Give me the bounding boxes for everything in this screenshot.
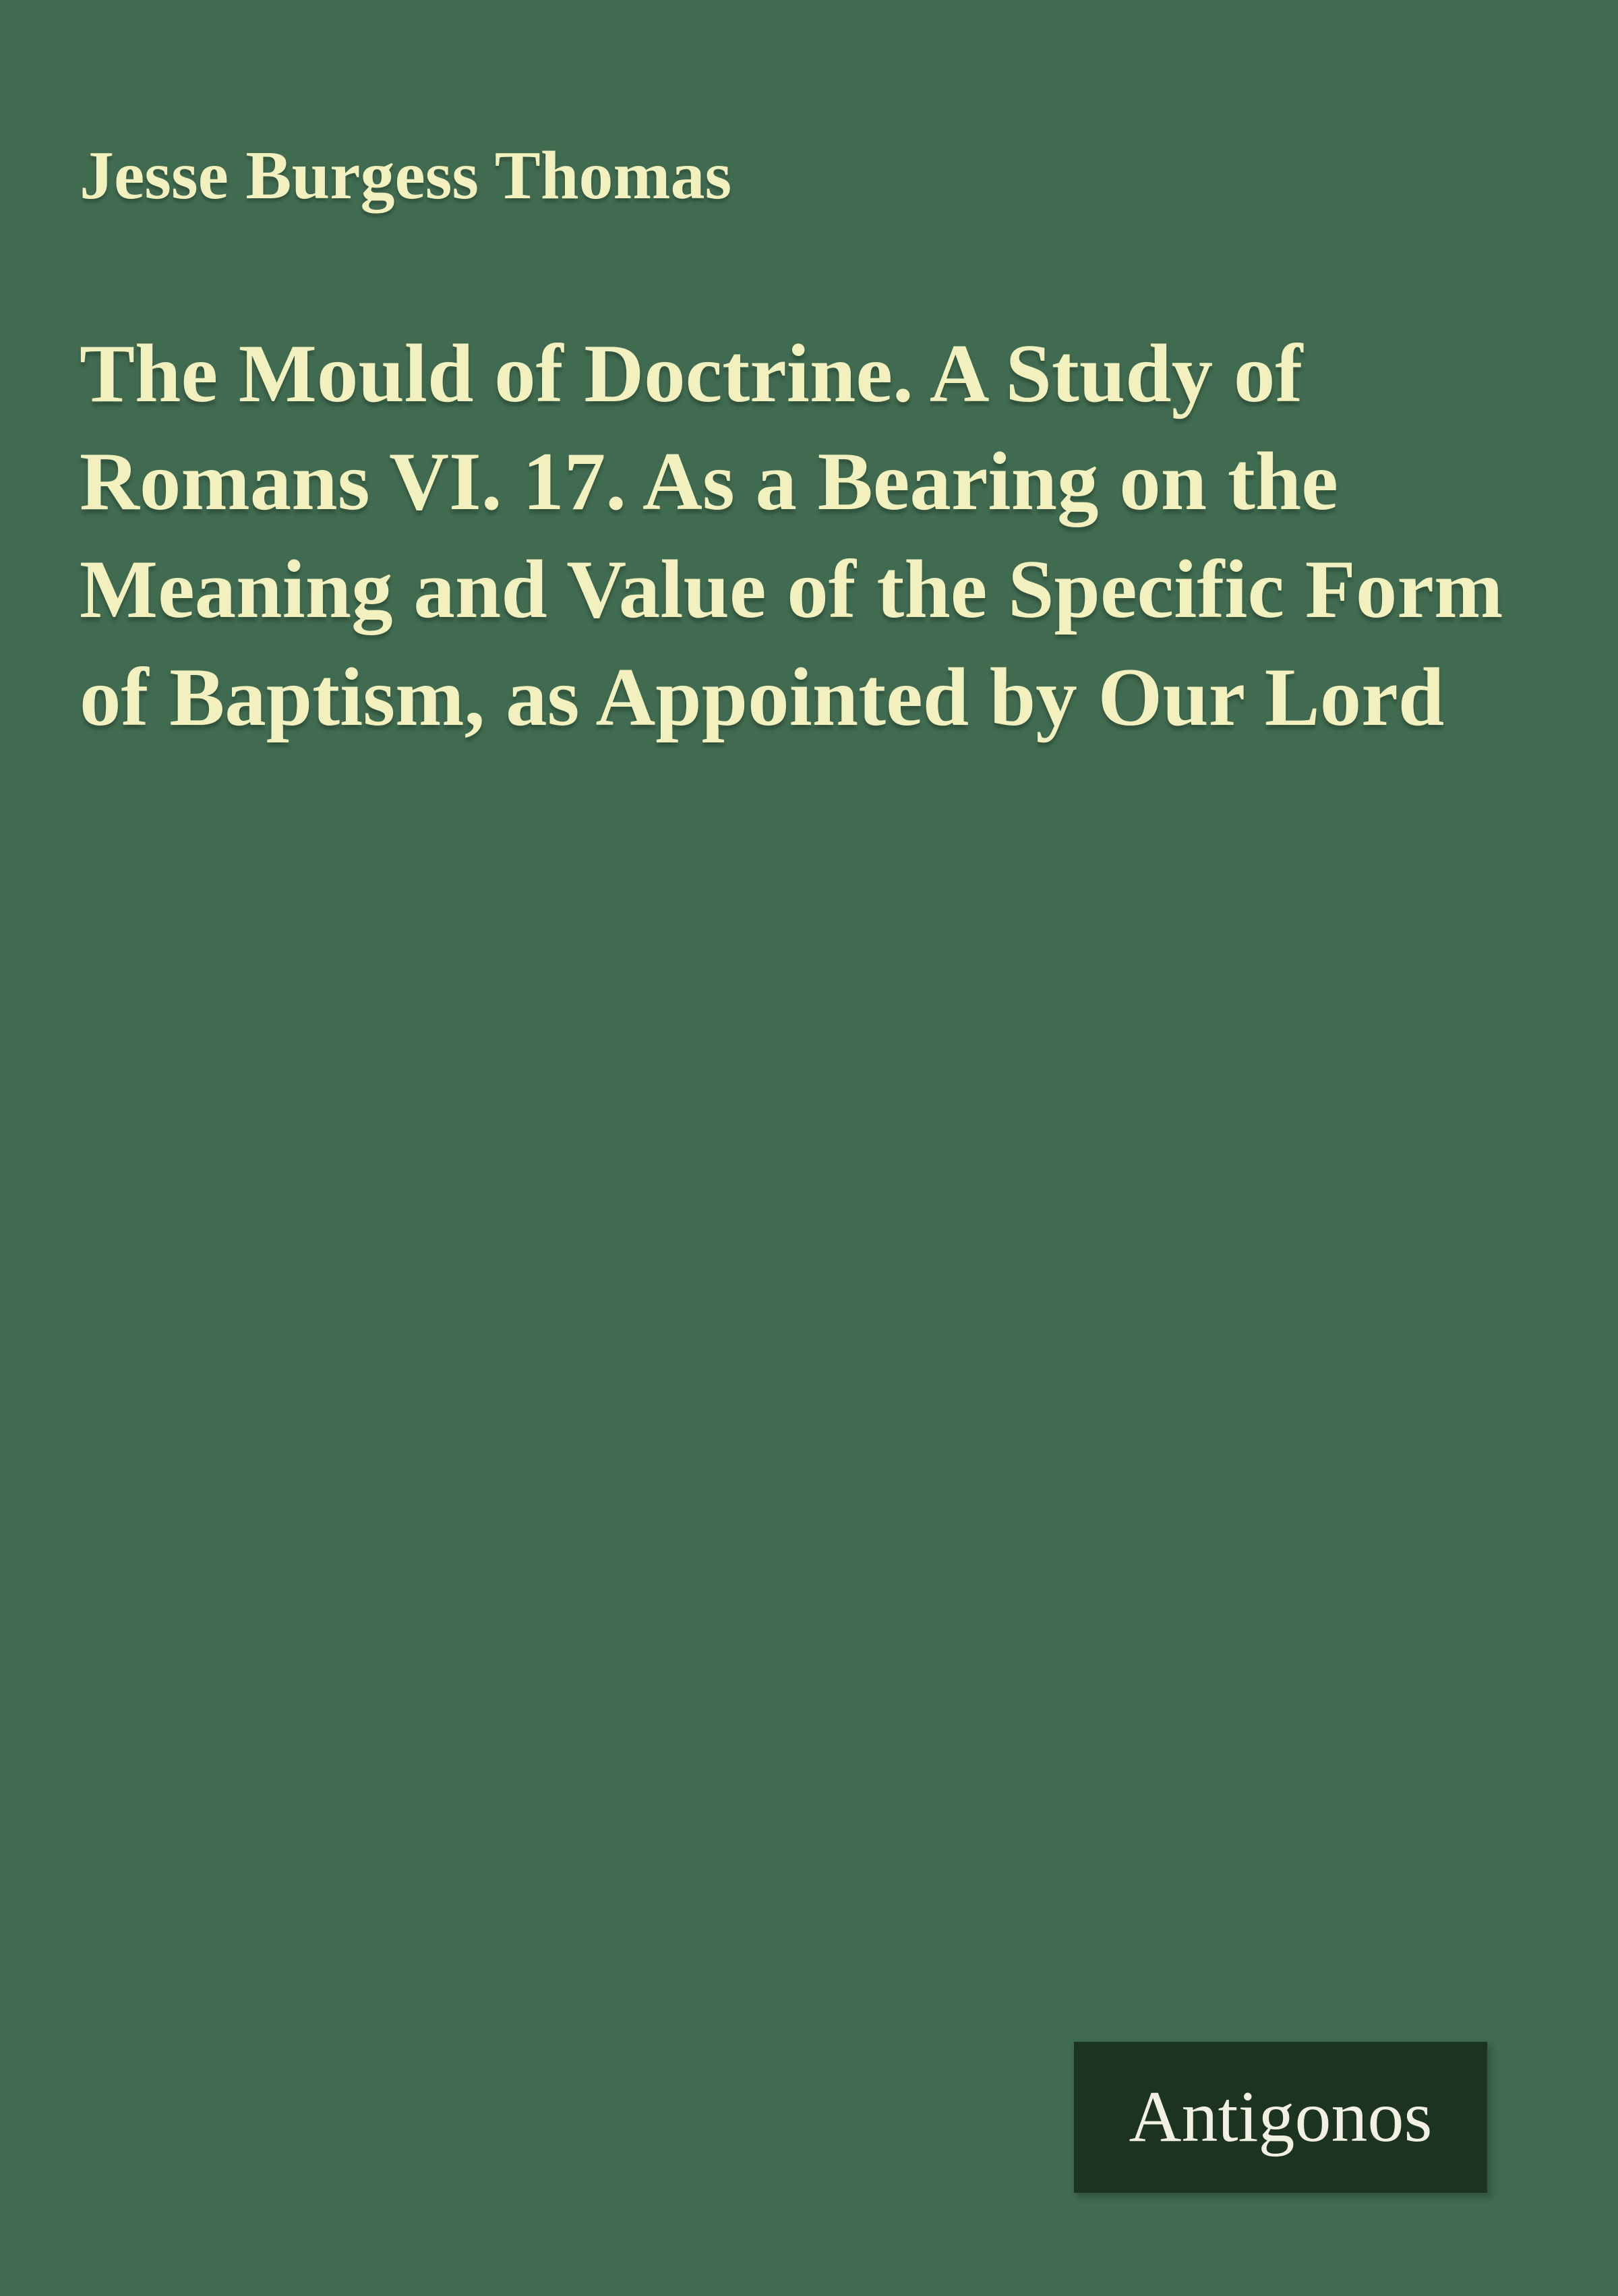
book-title-line-4: of Baptism, as Appointed by Our Lord (80, 651, 1445, 743)
book-title-line-1: The Mould of Doctrine. A Study of (80, 327, 1303, 419)
publisher-logo-box (1074, 2042, 1487, 2193)
publisher-name: Antigonos (1129, 2077, 1433, 2157)
book-title-line-3: Meaning and Value of the Specific Form (80, 543, 1503, 635)
book-title-line-2: Romans VI. 17. As a Bearing on the (80, 435, 1338, 527)
book-title (80, 320, 1503, 751)
author-name: Jesse Burgess Thomas (80, 138, 732, 214)
